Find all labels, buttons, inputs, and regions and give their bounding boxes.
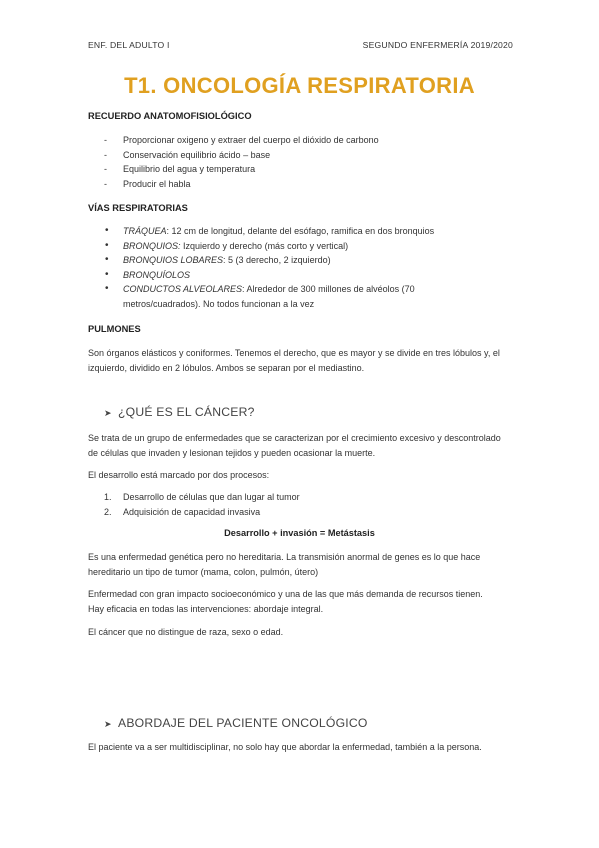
- list-item-text: Desarrollo de células que dan lugar al tumor: [123, 492, 300, 502]
- list-number: 1.: [104, 492, 112, 502]
- term: BRONQUÍOLOS: [123, 269, 191, 280]
- definition: : 12 cm de longitud, delante del esófago, ramifica en dos bronquios: [166, 226, 435, 236]
- section-heading-pulmones: PULMONES: [88, 324, 141, 334]
- list-item: [88, 490, 300, 505]
- definition: : Alrededor de 300 millones de alvéolos (70: [242, 284, 415, 295]
- page-title: T1. ONCOLOGÍA RESPIRATORIA: [124, 73, 475, 98]
- cancer-paragraph-4: Enfermedad con gran impacto socioeconómico y una de las que más demanda de recursos tienen. Hay eficacia en todas las intervenciones: abordaje integral.: [88, 589, 483, 615]
- section-heading-text: ¿QUÉ ES EL CÁNCER?: [118, 405, 255, 419]
- header-course: ENF. DEL ADULTO I: [88, 40, 170, 50]
- list-item-text: Conservación equilibrio ácido – base: [123, 149, 271, 160]
- list-number: 2.: [104, 506, 112, 517]
- vias-list: [88, 224, 434, 312]
- list-item: [88, 253, 434, 268]
- section-heading-vias: VÍAS RESPIRATORIAS: [88, 203, 188, 213]
- definition: metros/cuadrados). No todos funcionan a la vez: [123, 298, 315, 309]
- metastasis-formula: Desarrollo + invasión = Metástasis: [224, 528, 375, 538]
- list-item-text: Producir el habla: [123, 178, 191, 189]
- list-item: [88, 162, 379, 177]
- arrowhead-bullet-icon: ➤: [104, 408, 112, 418]
- list-item: [88, 133, 379, 148]
- list-item: [88, 239, 434, 254]
- section-heading-abordaje: [104, 716, 368, 730]
- cancer-paragraph-2: El desarrollo está marcado por dos procesos:: [88, 470, 270, 480]
- list-item: [88, 224, 434, 239]
- list-item: [88, 505, 300, 520]
- cancer-paragraph-5: El cáncer que no distingue de raza, sexo o edad.: [88, 627, 284, 637]
- list-item-text: Equilibrio del agua y temperatura: [123, 164, 256, 175]
- list-item: [88, 282, 434, 297]
- term: BRONQUIOS:: [123, 240, 181, 251]
- section-heading-recuerdo: RECUERDO ANATOMOFISIOLÓGICO: [88, 111, 252, 121]
- cancer-paragraph-1: Se trata de un grupo de enfermedades que se caracterizan por el crecimiento excesivo y descontrolado de células que invaden y lesionan tejidos y pueden ocasionar la muerte.: [88, 433, 501, 459]
- list-item-text: Adquisición de capacidad invasiva: [123, 506, 261, 517]
- definition: Izquierdo y derecho (más corto y vertical): [180, 240, 349, 251]
- term: CONDUCTOS ALVEOLARES: [123, 284, 243, 295]
- header-year: SEGUNDO ENFERMERÍA 2019/2020: [362, 40, 513, 50]
- cancer-paragraph-3: Es una enfermedad genética pero no hereditaria. La transmisión anormal de genes es lo que hace hereditario un tipo de tumor (mama, colon, pulmón, útero): [88, 552, 481, 578]
- pulmones-paragraph: Son órganos elásticos y coniformes. Tenemos el derecho, que es mayor y se divide en tres lóbulos y, el izquierdo, dividido en 2 lóbulos. Ambos se separan por el mediastino.: [88, 348, 500, 374]
- section-heading-text: ABORDAJE DEL PACIENTE ONCOLÓGICO: [118, 716, 368, 730]
- list-item-continuation: [88, 297, 434, 312]
- arrowhead-bullet-icon: ➤: [104, 719, 112, 729]
- section-heading-cancer: [104, 405, 255, 419]
- abordaje-paragraph: El paciente va a ser multidisciplinar, no solo hay que abordar la enfermedad, también a la persona.: [88, 742, 482, 752]
- definition: : 5 (3 derecho, 2 izquierdo): [223, 255, 331, 266]
- list-item: [88, 268, 434, 283]
- list-item: [88, 177, 379, 192]
- term: TRÁQUEA: [123, 226, 167, 236]
- recuerdo-list: [88, 133, 379, 191]
- term: BRONQUIOS LOBARES: [123, 255, 224, 266]
- cancer-steps-list: [88, 490, 300, 519]
- list-item: [88, 148, 379, 163]
- list-item-text: Proporcionar oxigeno y extraer del cuerpo el dióxido de carbono: [123, 135, 379, 145]
